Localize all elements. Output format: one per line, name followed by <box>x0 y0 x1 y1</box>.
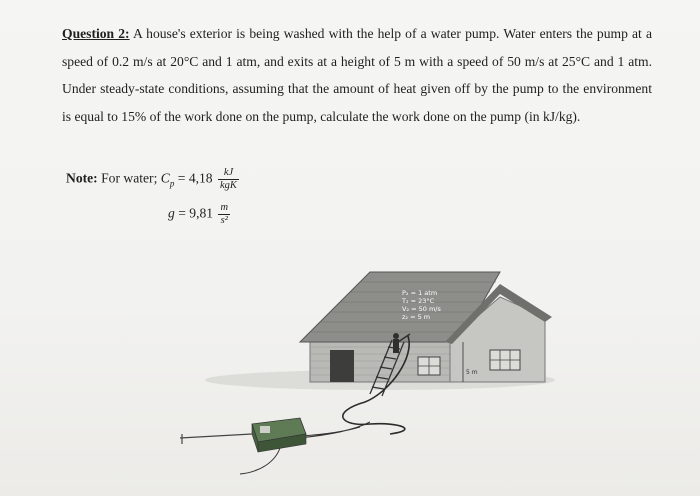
g-unit-numerator: m <box>220 202 229 213</box>
cp-symbol: C <box>160 170 170 186</box>
cp-value: = 4,18 <box>177 170 213 186</box>
note-label: Note: <box>66 170 98 186</box>
cp-subscript: p <box>169 178 175 189</box>
cp-unit-fraction <box>218 167 239 192</box>
question-paragraph <box>62 20 652 130</box>
cp-unit-denominator: kgK <box>220 180 237 191</box>
house-pump-illustration <box>160 262 560 490</box>
label-height: z₂ = 5 m <box>402 313 431 321</box>
height-label: 5 m <box>466 369 478 376</box>
question-label: Question 2: <box>62 26 130 41</box>
window-front <box>418 357 440 375</box>
g-value: = 9,81 <box>178 205 214 221</box>
question-text: A house's exterior is being washed with the help of a water pump. Water enters the pump at a speed of 0.2 m/s at 20°C and 1 atm, and exits at a height of 5 m with a speed of 50 m/s at 25°C and 1 atm. Under steady-state conditions, assuming that the amount of heat given off by the pump to the environment is equal to 15% of the work done on the pump, calculate the work done on the pump (in kJ/kg). <box>62 26 652 124</box>
inlet-pipe <box>180 434 252 438</box>
house-door <box>330 350 354 382</box>
label-velocity: V₂ = 50 m/s <box>402 305 441 313</box>
g-symbol: g <box>168 205 175 221</box>
water-pump <box>252 418 306 452</box>
cp-unit-numerator: kJ <box>218 167 239 180</box>
g-unit-denominator: s² <box>220 215 228 226</box>
note-line-g <box>168 202 230 227</box>
g-unit-fraction <box>218 202 230 227</box>
label-pressure: P₂ = 1 atm <box>402 289 438 297</box>
label-temperature: T₂ = 23°C <box>402 297 435 305</box>
cp-prefix: For water; <box>101 170 158 186</box>
window-side <box>490 350 520 370</box>
note-line-cp <box>66 167 239 192</box>
